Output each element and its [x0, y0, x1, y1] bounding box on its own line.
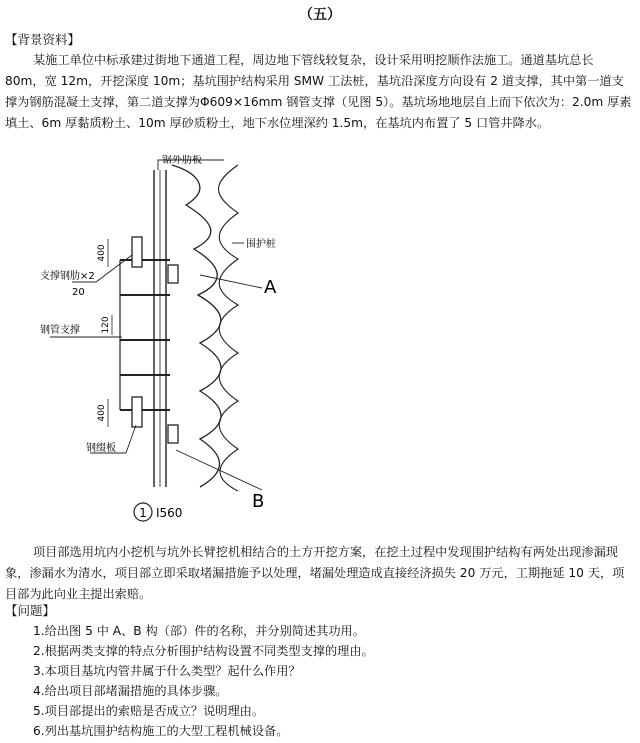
background-heading: 【背景资料】	[5, 32, 81, 47]
label-pile: 围护桩	[246, 239, 276, 250]
leader-plate-arrow	[126, 425, 136, 453]
background-paragraph-1: 某施工单位中标承建过街地下通道工程，周边地下管线较复杂，设计采用明挖顺作法施工。通道基坑总长 80m，宽 12m，开挖深度 10m；基坑围护结构采用 SMW 工法桩，基坑沿深度方向设有 2 道支撑，其中第一道支撑为钢筋混凝土支撑，第二道支撑为Φ609×16mm 钢管支撑（见图 5）。基坑场地地层自上而下依次为：2.0m 厚素填土、6m 厚黏质粉土、10m 厚砂质粉土，地下水位埋深约 1.5m，在基坑内布置了 5 口管井降水。	[5, 53, 632, 130]
dimension-bottom-label: 400	[97, 404, 107, 422]
section-number: 1	[139, 506, 147, 520]
questions-heading: 【问题】	[5, 603, 56, 618]
dimension-top-label: 400	[97, 244, 107, 262]
soil-boundary-line	[172, 165, 221, 487]
connector-block	[168, 425, 178, 443]
pile-boundary-line	[219, 165, 239, 491]
label-rib-number: 20	[72, 287, 85, 298]
label-A: A	[264, 277, 277, 298]
label-B: B	[252, 491, 265, 512]
label-pipe-strut: 钢管支撑	[40, 325, 80, 336]
dimension-middle-label: 120	[101, 316, 111, 334]
batten-plate	[132, 397, 142, 427]
question-item-5: 5.项目部提出的索赔是否成立？说明理由。	[33, 704, 265, 718]
question-item-1: 1.给出图 5 中 A、B 构（部）件的名称，并分别简述其功用。	[33, 624, 365, 638]
leader-B	[176, 450, 262, 490]
leader-A	[200, 275, 262, 288]
section-type: I560	[156, 506, 183, 520]
label-batten-plate: 钢缀板	[86, 443, 116, 454]
connector-block	[168, 265, 178, 283]
question-item-4: 4.给出项目部堵漏措施的具体步骤。	[33, 684, 228, 698]
batten-plate	[132, 237, 142, 267]
question-item-6: 6.列出基坑围护结构施工的大型工程机械设备。	[33, 724, 289, 738]
label-rib: 支撑钢肋×2	[40, 271, 95, 282]
figure-5-diagram	[0, 155, 640, 535]
page-title: （五）	[299, 7, 341, 23]
question-item-2: 2.根据两类支撑的特点分析围护结构设置不同类型支撑的理由。	[33, 644, 374, 658]
background-paragraph-2: 项目部选用坑内小挖机与坑外长臂挖机相结合的土方开挖方案，在挖土过程中发现围护结构有两处出现渗漏现象，渗漏水为清水，项目部立即采取堵漏措施予以处理，堵漏处理造成直接经济损失 20 万元，工期拖延 10 天，项目部为此向业主提出索赔。	[5, 545, 625, 601]
question-item-3: 3.本项目基坑内管井属于什么类型？起什么作用？	[33, 664, 301, 678]
label-top-plate: 锯外肋板	[162, 155, 202, 166]
